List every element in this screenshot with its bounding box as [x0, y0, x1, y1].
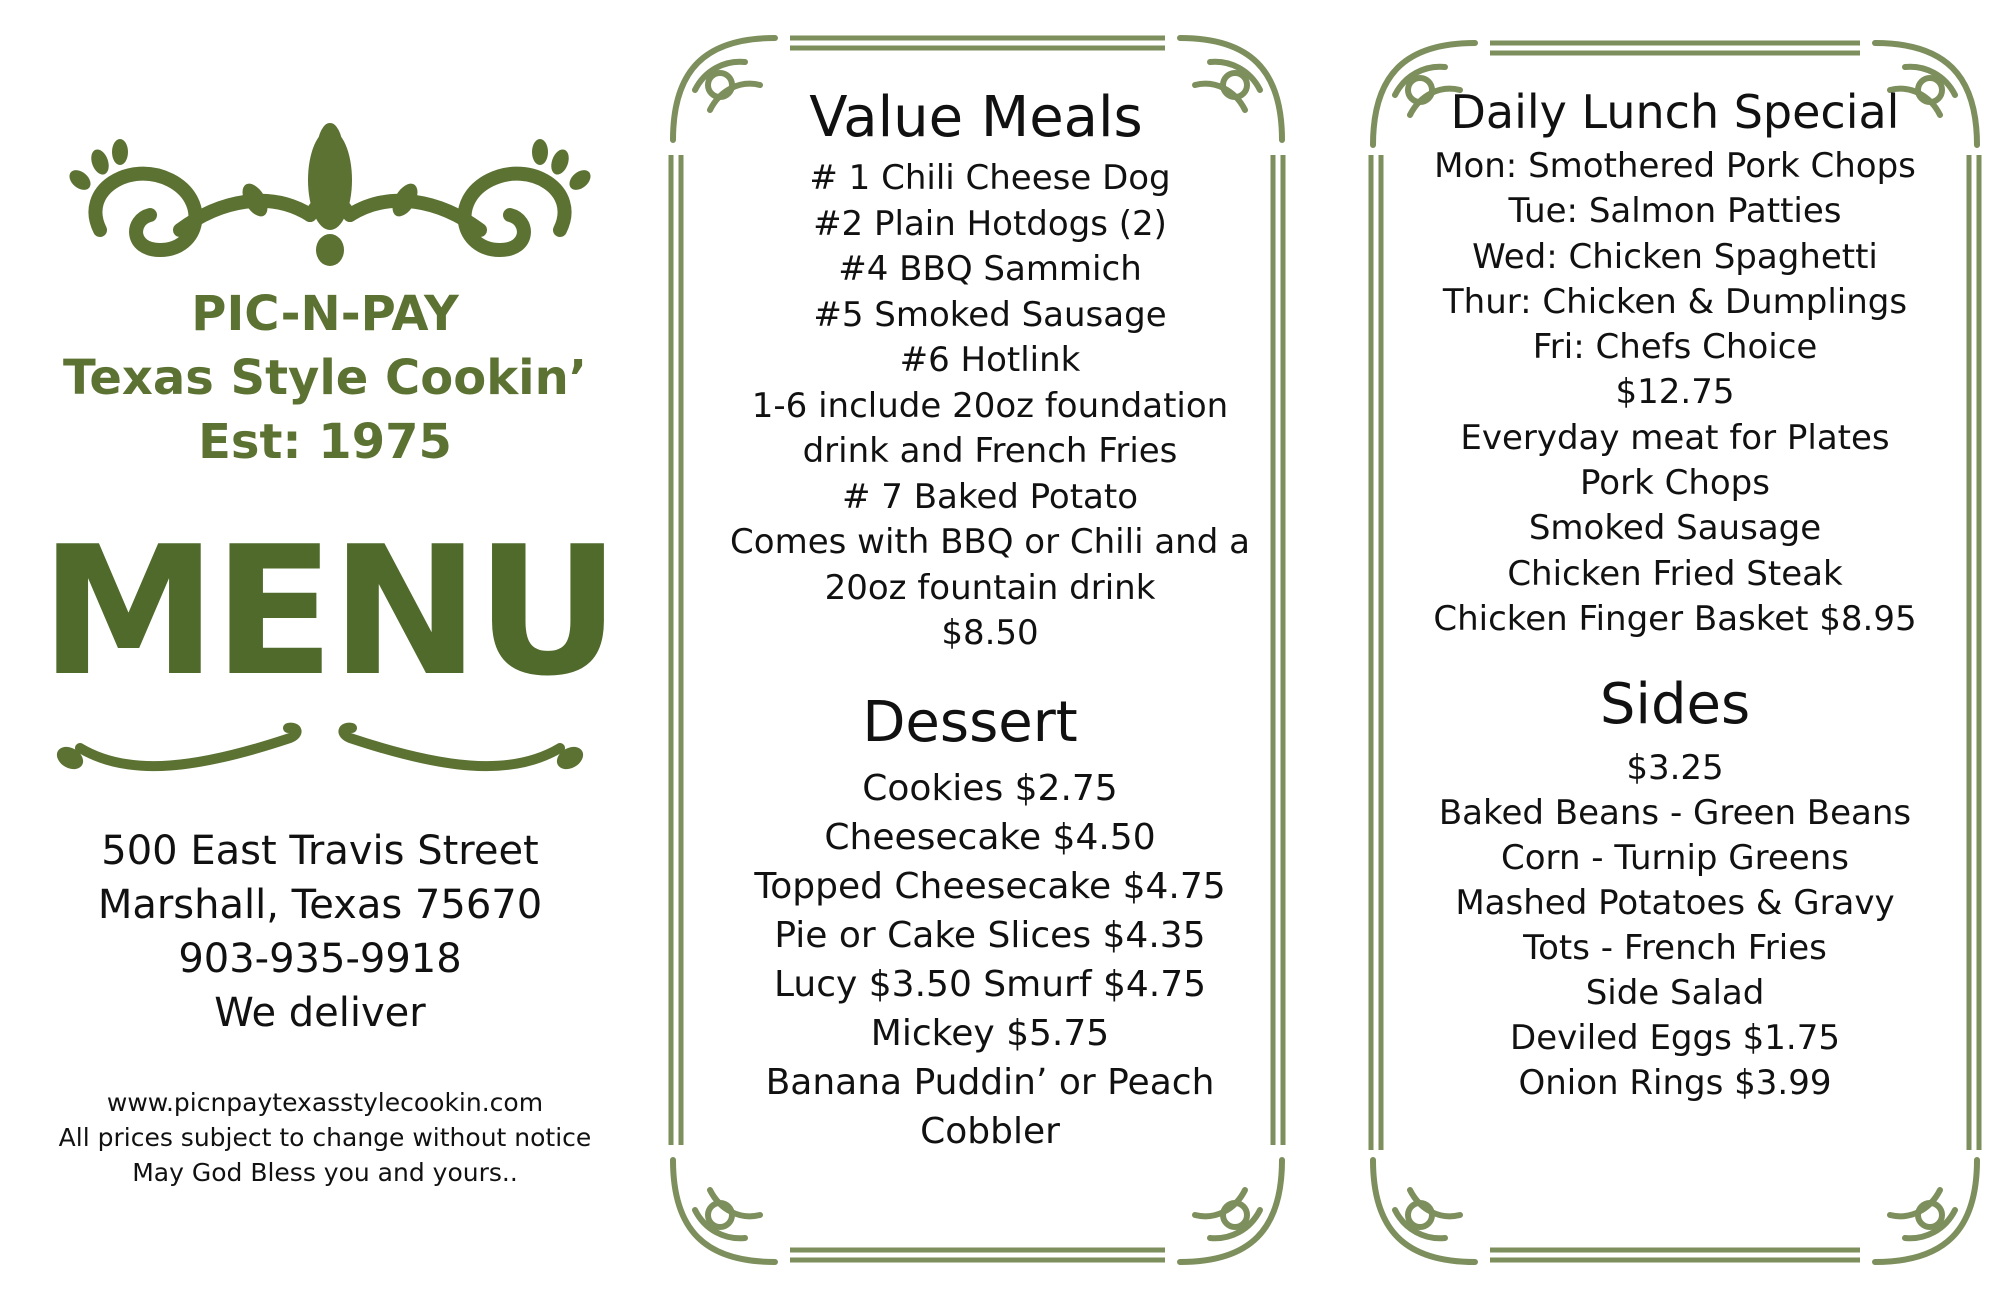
dessert-item: Topped Cheesecake $4.75 — [754, 866, 1226, 907]
city-address: Marshall, Texas 75670 — [97, 882, 543, 928]
lunch-special-item: Thur: Chicken & Dumplings — [1442, 281, 1908, 322]
brand-block — [40, 282, 610, 474]
lunch-special-item: Mon: Smothered Pork Chops — [1434, 146, 1916, 186]
side-item: Onion Rings $3.99 — [1518, 1063, 1832, 1103]
bottom-flourish-ornament — [50, 718, 590, 778]
address-block — [40, 824, 600, 1040]
price-disclaimer: All prices subject to change without notice — [58, 1123, 592, 1152]
top-flourish-ornament — [40, 120, 620, 280]
value-meal-item: 1-6 include 20oz foundation — [751, 385, 1229, 426]
value-meal-item: #4 BBQ Sammich — [838, 249, 1142, 289]
dessert-item: Cookies $2.75 — [862, 768, 1118, 809]
daily-lunch-title: Daily Lunch Special — [1450, 85, 1900, 139]
value-meals-section — [700, 82, 1280, 657]
side-item: Deviled Eggs $1.75 — [1510, 1018, 1840, 1058]
dessert-title: Dessert — [862, 690, 1078, 755]
lunch-special-item: $12.75 — [1615, 372, 1735, 413]
website-link[interactable]: www.picnpaytexasstylecookin.com — [106, 1088, 544, 1117]
footer-block — [10, 1085, 640, 1190]
delivery-note: We deliver — [214, 990, 426, 1036]
side-item: Mashed Potatoes & Gravy — [1455, 883, 1895, 923]
side-item: Tots - French Fries — [1523, 928, 1827, 968]
street-address: 500 East Travis Street — [101, 828, 539, 874]
dessert-item: Banana Puddin’ or Peach — [765, 1062, 1215, 1103]
value-meal-item: # 7 Baked Potato — [841, 476, 1139, 517]
lunch-special-item: Smoked Sausage — [1528, 508, 1822, 549]
value-meal-item: drink and French Fries — [802, 431, 1178, 471]
lunch-special-item: Chicken Finger Basket $8.95 — [1433, 598, 1917, 639]
value-meal-item: #2 Plain Hotdogs (2) — [813, 203, 1167, 244]
dessert-item: Lucy $3.50 Smurf $4.75 — [774, 964, 1206, 1005]
side-item: $3.25 — [1626, 748, 1724, 788]
value-meal-item: #6 Hotlink — [899, 340, 1081, 380]
lunch-special-item: Fri: Chefs Choice — [1532, 327, 1818, 368]
brand-panel — [0, 0, 650, 1294]
lunch-special-item: Pork Chops — [1580, 463, 1770, 504]
sides-title: Sides — [1599, 672, 1751, 737]
value-meal-item: $8.50 — [941, 613, 1039, 653]
side-item: Corn - Turnip Greens — [1501, 838, 1849, 878]
lunch-special-item: Tue: Salmon Patties — [1508, 191, 1842, 232]
phone-number: 903-935-9918 — [178, 936, 462, 982]
dessert-item: Cheesecake $4.50 — [824, 817, 1156, 858]
value-meal-item: # 1 Chili Cheese Dog — [809, 158, 1171, 198]
blessing-text: May God Bless you and yours.. — [132, 1158, 518, 1187]
dessert-item: Cobbler — [920, 1111, 1060, 1152]
daily-lunch-section — [1395, 82, 1955, 642]
dessert-item: Mickey $5.75 — [870, 1013, 1110, 1054]
brand-tagline: Texas Style Cookin’ — [62, 350, 588, 406]
value-meal-item: Comes with BBQ or Chili and a — [730, 522, 1250, 562]
lunch-special-item: Everyday meat for Plates — [1460, 417, 1890, 458]
menu-title: MENU — [40, 508, 617, 715]
dessert-item: Pie or Cake Slices $4.35 — [774, 915, 1206, 956]
lunch-special-item: Wed: Chicken Spaghetti — [1472, 236, 1878, 277]
lunch-special-item: Chicken Fried Steak — [1507, 553, 1843, 594]
brand-established: Est: 1975 — [198, 414, 452, 470]
sides-section — [1395, 668, 1955, 1106]
value-meal-item: #5 Smoked Sausage — [813, 294, 1167, 335]
brand-name: PIC-N-PAY — [191, 286, 459, 342]
value-meal-item: 20oz fountain drink — [824, 567, 1156, 608]
side-item: Side Salad — [1585, 973, 1765, 1013]
dessert-section — [700, 688, 1280, 1156]
side-item: Baked Beans - Green Beans — [1438, 793, 1912, 833]
value-meals-title: Value Meals — [809, 85, 1143, 150]
